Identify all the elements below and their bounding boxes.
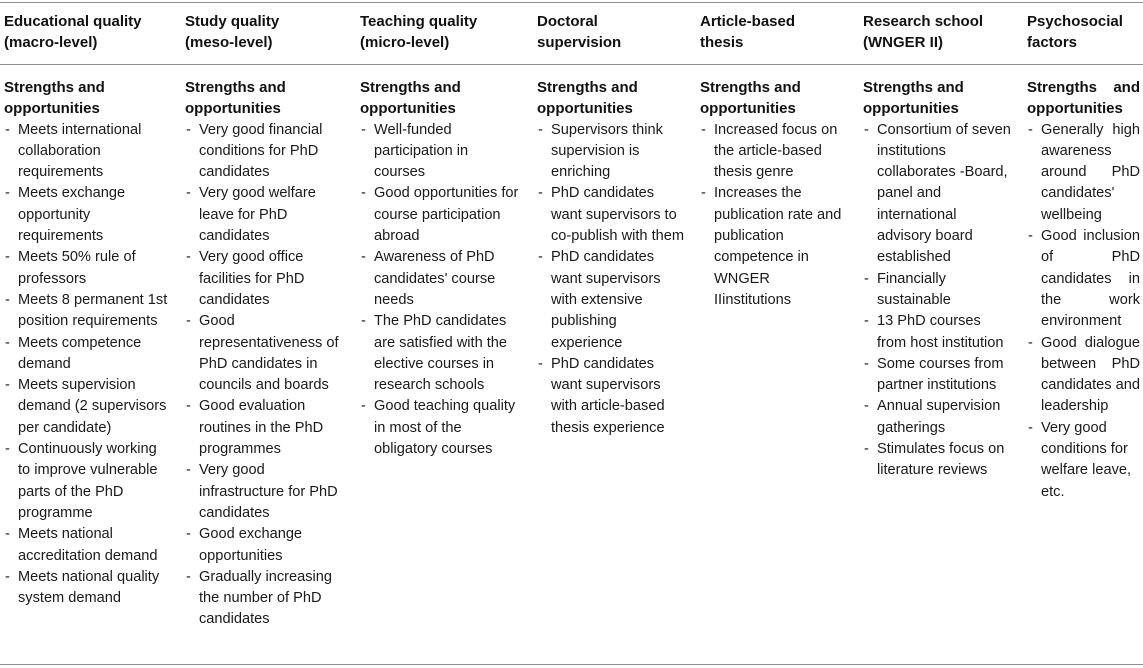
list xyxy=(863,120,1013,482)
list-item: - Meets competence demand xyxy=(4,333,168,376)
column-body-doctoral-supervision xyxy=(537,77,685,439)
list-item: - Some courses from partner institutions xyxy=(863,354,1013,397)
column-header-research-school: Research school (WNGER II) xyxy=(863,13,984,51)
column-body-educational-quality xyxy=(4,77,168,609)
table-bottom-rule xyxy=(0,664,1143,665)
list-item: - Consortium of seven institutions collaborates -Board, panel and international advisory board established xyxy=(863,120,1013,269)
column-header-teaching-quality: Teaching quality (micro-level) xyxy=(360,13,478,51)
header-rule xyxy=(0,64,1143,65)
list-item: - Meets supervision demand (2 supervisors per candidate) xyxy=(4,375,168,439)
section-title: Strengths and opportunities xyxy=(4,79,105,118)
list-item: - Very good office facilities for PhD candidates xyxy=(185,247,347,311)
list-item: - Very good financial conditions for PhD candidates xyxy=(185,120,347,184)
list-item: - Good opportunities for course participation abroad xyxy=(360,183,520,247)
list-item: - Meets exchange opportunity requirements xyxy=(4,183,168,247)
column-header-doctoral-supervision: Doctoral supervision xyxy=(537,13,622,51)
table-top-rule xyxy=(0,2,1143,3)
list-item: - PhD candidates want supervisors with article-based thesis experience xyxy=(537,354,685,439)
column-header-educational-quality: Educational quality (macro-level) xyxy=(4,13,142,51)
list-item: - Meets international collaboration requirements xyxy=(4,120,168,184)
list-item: - Gradually increasing the number of PhD candidates xyxy=(185,567,347,631)
list-item: - Good exchange opportunities xyxy=(185,524,347,567)
column-header-study-quality: Study quality (meso-level) xyxy=(185,13,280,51)
list xyxy=(537,120,685,439)
list-item: - Meets 8 permanent 1st position requirements xyxy=(4,290,168,333)
list-item: - PhD candidates want supervisors to co-publish with them xyxy=(537,183,685,247)
column-body-psychosocial-factors xyxy=(1027,77,1140,503)
list-item: - Continuously working to improve vulnerable parts of the PhD programme xyxy=(4,439,168,524)
section-title: Strengths and opportunities xyxy=(185,79,286,118)
list-item: - PhD candidates want supervisors with extensive publishing experience xyxy=(537,247,685,353)
list-item: - Good representativeness of PhD candidates in councils and boards xyxy=(185,311,347,396)
list xyxy=(185,120,347,631)
list-item: - Increased focus on the article-based thesis genre xyxy=(700,120,850,184)
list-item: - Awareness of PhD candidates' course needs xyxy=(360,247,520,311)
section-title: Strengths and opportunities xyxy=(360,79,461,118)
list-item: - Very good welfare leave for PhD candidates xyxy=(185,183,347,247)
list-item: - Meets national accreditation demand xyxy=(4,524,168,567)
column-header-psychosocial-factors: Psychosocial factors xyxy=(1027,13,1123,51)
list-item: - Good evaluation routines in the PhD programmes xyxy=(185,396,347,460)
list xyxy=(4,120,168,610)
list-item: - Increases the publication rate and publication competence in WNGER IIinstitutions xyxy=(700,183,850,311)
list-item: - Meets national quality system demand xyxy=(4,567,168,610)
section-title: Strengths and opportunities xyxy=(700,79,801,118)
list xyxy=(700,120,850,312)
list-item: - Generally high awareness around PhD candidates' wellbeing xyxy=(1027,120,1140,226)
list-item: - Annual supervision gatherings xyxy=(863,396,1013,439)
column-body-teaching-quality xyxy=(360,77,520,460)
list-item: - Supervisors think supervision is enriching xyxy=(537,120,685,184)
section-title: Strengths and opportunities xyxy=(1027,79,1140,118)
column-body-article-based-thesis xyxy=(700,77,850,311)
list-item: - Good inclusion of PhD candidates in the work environment xyxy=(1027,226,1140,332)
list-item: - 13 PhD courses from host institution xyxy=(863,311,1013,354)
column-header-article-based-thesis: Article-based thesis xyxy=(700,13,796,51)
list-item: - Well-funded participation in courses xyxy=(360,120,520,184)
list xyxy=(360,120,520,461)
list-item: - Financially sustainable xyxy=(863,269,1013,312)
list-item: - Good dialogue between PhD candidates and leadership xyxy=(1027,333,1140,418)
section-title: Strengths and opportunities xyxy=(537,79,638,118)
column-body-study-quality xyxy=(185,77,347,631)
list-item: - Very good conditions for welfare leave, etc. xyxy=(1027,418,1140,503)
list-item: - The PhD candidates are satisfied with the elective courses in research schools xyxy=(360,311,520,396)
list-item: - Meets 50% rule of professors xyxy=(4,247,168,290)
section-title: Strengths and opportunities xyxy=(863,79,964,118)
column-body-research-school xyxy=(863,77,1013,482)
list xyxy=(1027,120,1140,503)
list-item: - Very good infrastructure for PhD candidates xyxy=(185,460,347,524)
list-item: - Stimulates focus on literature reviews xyxy=(863,439,1013,482)
list-item: - Good teaching quality in most of the obligatory courses xyxy=(360,396,520,460)
